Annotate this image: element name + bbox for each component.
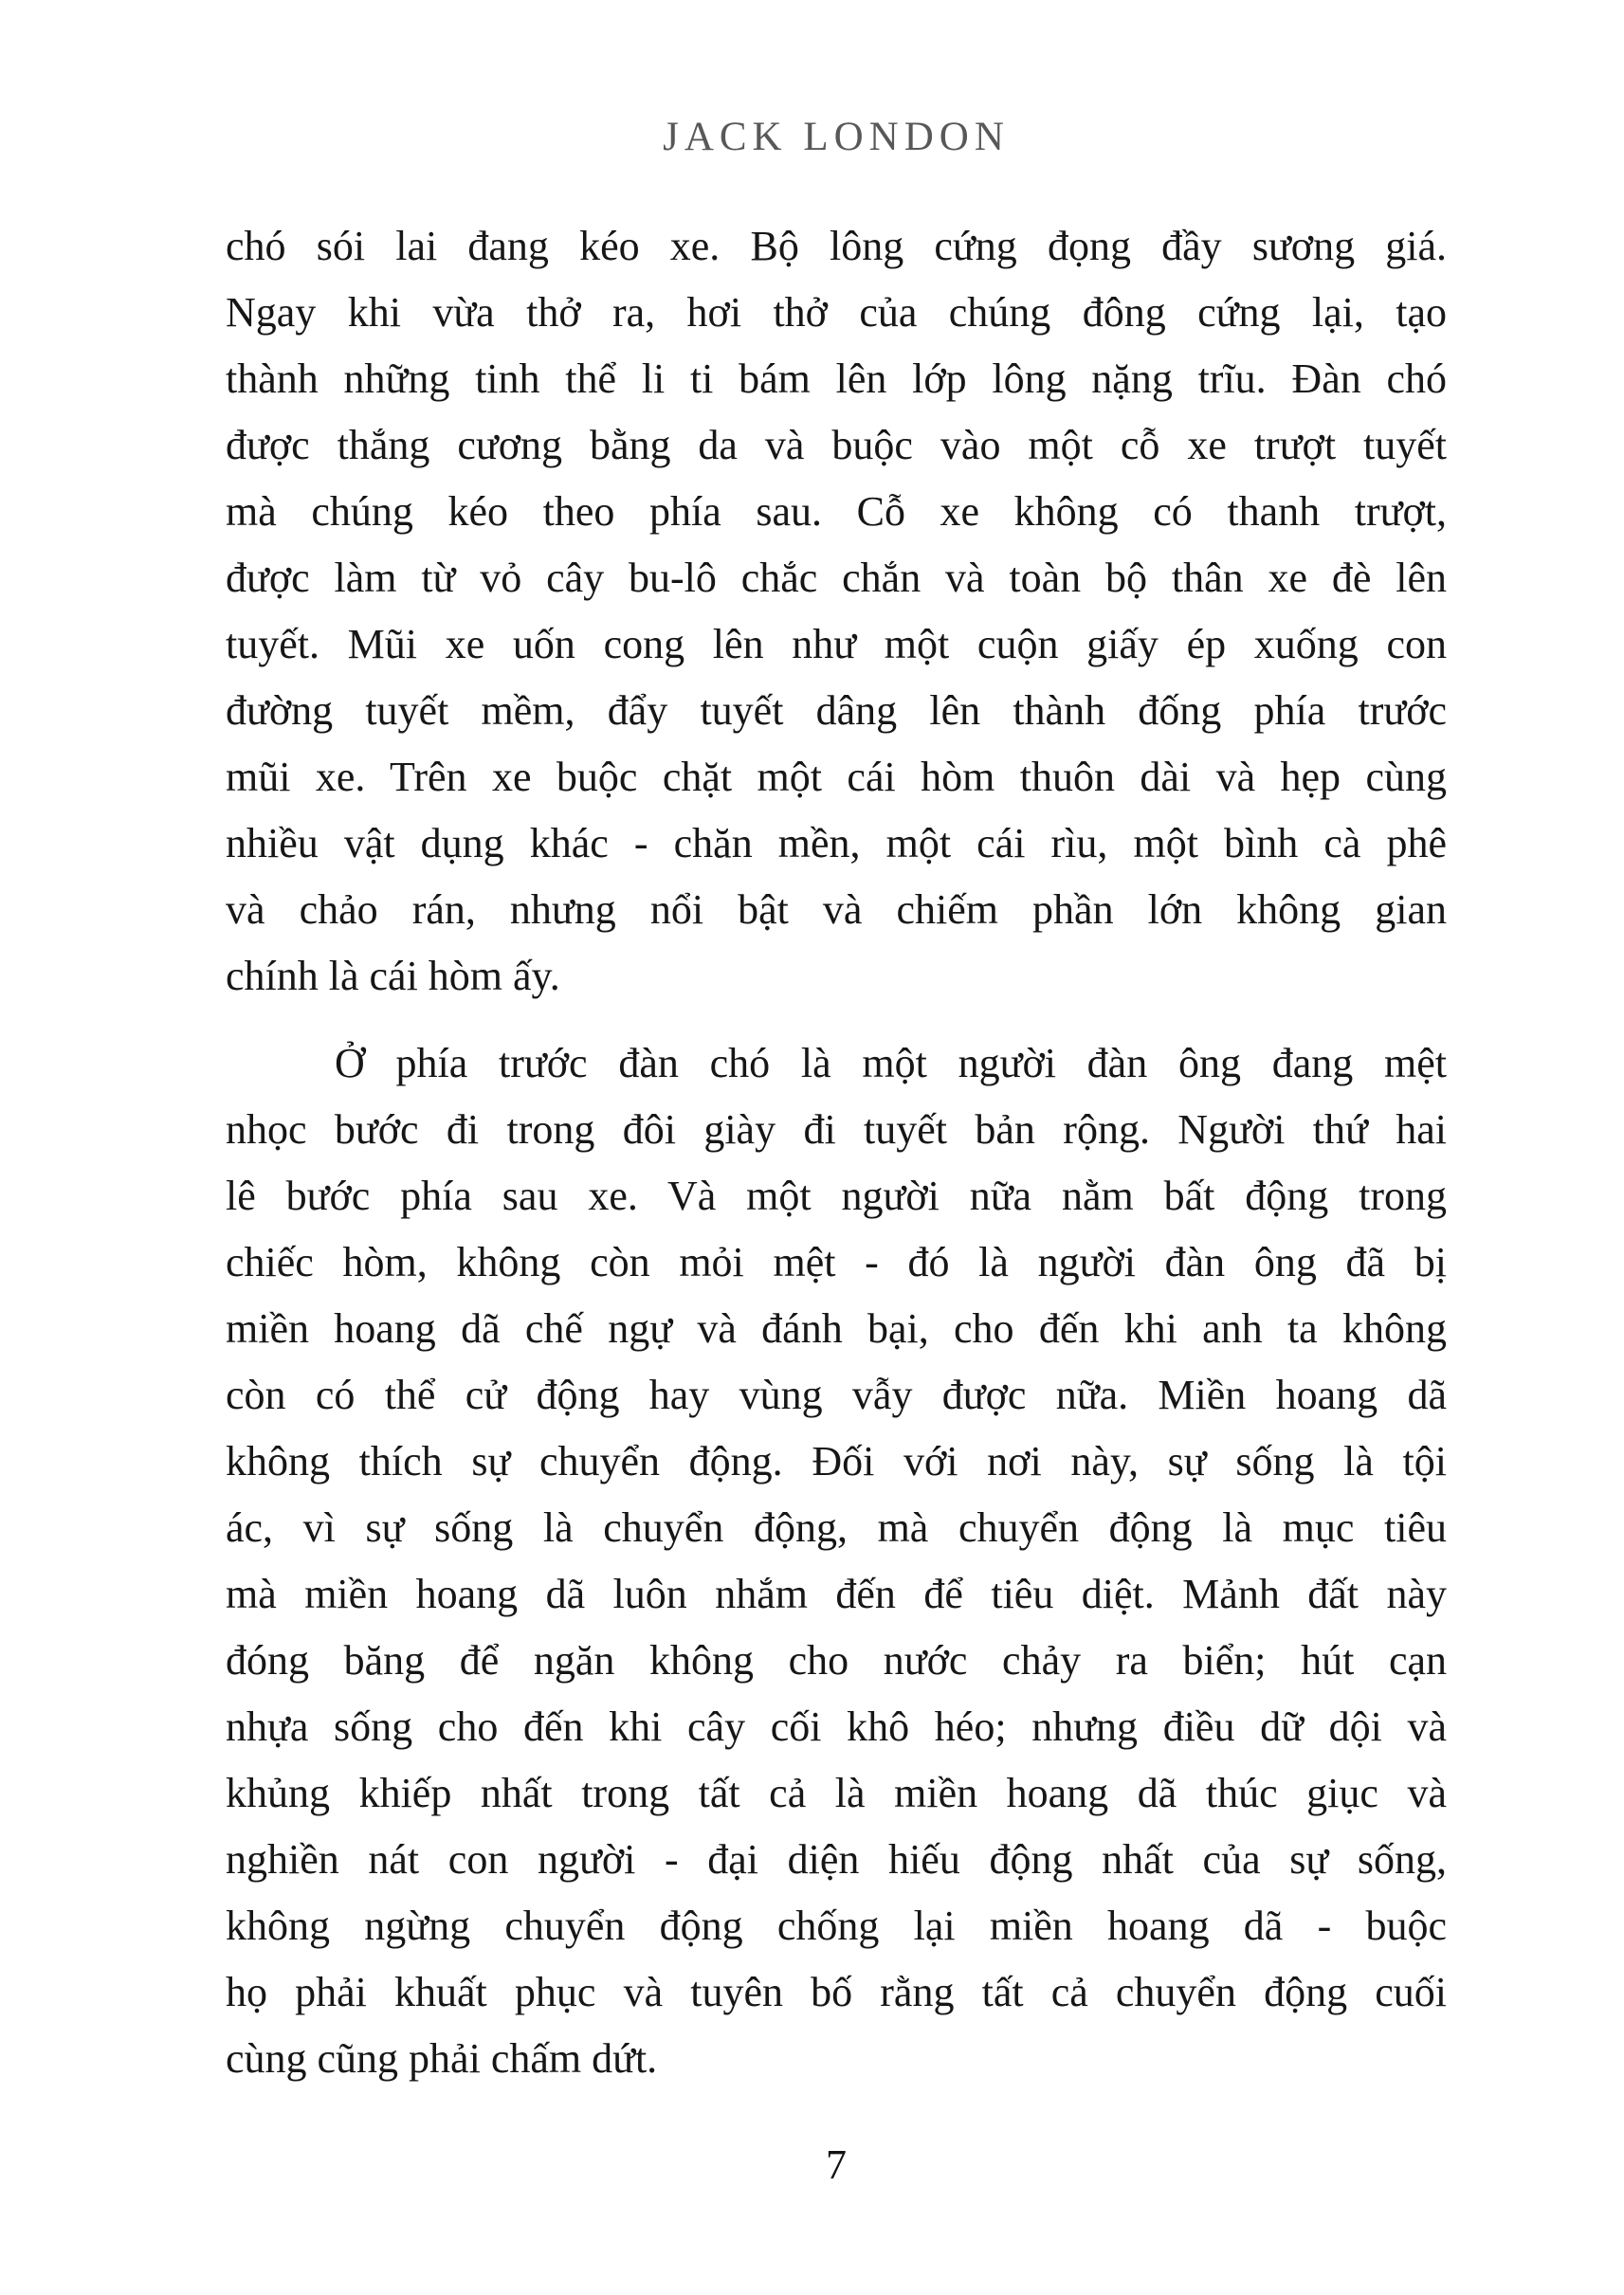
text-line: nghiền nát con người - đại diện hiếu động nhất của sự sống, [226,1836,1447,1883]
text-line: Ở phía trước đàn chó là một người đàn ông đang mệt [335,1040,1447,1086]
text-line: không thích sự chuyển động. Đối với nơi này, sự sống là tội [226,1438,1447,1484]
page-number: 7 [826,2141,847,2188]
paragraph [226,1030,1447,2092]
text-line: chó sói lai đang kéo xe. Bộ lông cứng đọng đầy sương giá. [226,223,1447,269]
text-line: mà miền hoang dã luôn nhắm đến để tiêu diệt. Mảnh đất này [226,1571,1447,1617]
text-line: chính là cái hòm ấy. [226,953,560,999]
text-line: miền hoang dã chế ngự và đánh bại, cho đến khi anh ta không [226,1305,1447,1352]
text-line: đóng băng để ngăn không cho nước chảy ra biển; hút cạn [226,1637,1447,1684]
text-line: chiếc hòm, không còn mỏi mệt - đó là người đàn ông đã bị [226,1239,1447,1285]
text-line: cùng cũng phải chấm dứt. [226,2035,658,2082]
text-line: Ngay khi vừa thở ra, hơi thở của chúng đông cứng lại, tạo [226,289,1447,336]
text-line: và chảo rán, nhưng nổi bật và chiếm phần lớn không gian [226,886,1447,933]
text-line: nhiều vật dụng khác - chăn mền, một cái rìu, một bình cà phê [226,820,1447,866]
text-line: lê bước phía sau xe. Và một người nữa nằm bất động trong [226,1173,1447,1219]
text-line: tuyết. Mũi xe uốn cong lên như một cuộn giấy ép xuống con [226,621,1447,667]
text-line: được làm từ vỏ cây bu-lô chắc chắn và toàn bộ thân xe đè lên [226,555,1447,601]
paragraph [226,213,1447,1010]
text-line: được thắng cương bằng da và buộc vào một cỗ xe trượt tuyết [226,422,1447,468]
text-line: thành những tinh thể li ti bám lên lớp lông nặng trĩu. Đàn chó [226,355,1447,402]
text-line: còn có thể cử động hay vùng vẫy được nữa. Miền hoang dã [226,1372,1447,1418]
text-line: nhọc bước đi trong đôi giày đi tuyết bản rộng. Người thứ hai [226,1106,1447,1153]
text-line: mà chúng kéo theo phía sau. Cỗ xe không có thanh trượt, [226,488,1447,535]
text-line: nhựa sống cho đến khi cây cối khô héo; nhưng điều dữ dội và [226,1703,1447,1750]
text-line: họ phải khuất phục và tuyên bố rằng tất cả chuyển động cuối [226,1969,1447,2015]
text-line: không ngừng chuyển động chống lại miền hoang dã - buộc [226,1903,1447,1949]
body-text-block [226,213,1447,2092]
text-line: đường tuyết mềm, đẩy tuyết dâng lên thành đống phía trước [226,687,1447,734]
text-line: mũi xe. Trên xe buộc chặt một cái hòm thuôn dài và hẹp cùng [226,754,1447,800]
text-line: ác, vì sự sống là chuyển động, mà chuyển động là mục tiêu [226,1504,1447,1551]
running-header-author: JACK LONDON [663,115,1010,159]
text-line: khủng khiếp nhất trong tất cả là miền hoang dã thúc giục và [226,1770,1447,1816]
